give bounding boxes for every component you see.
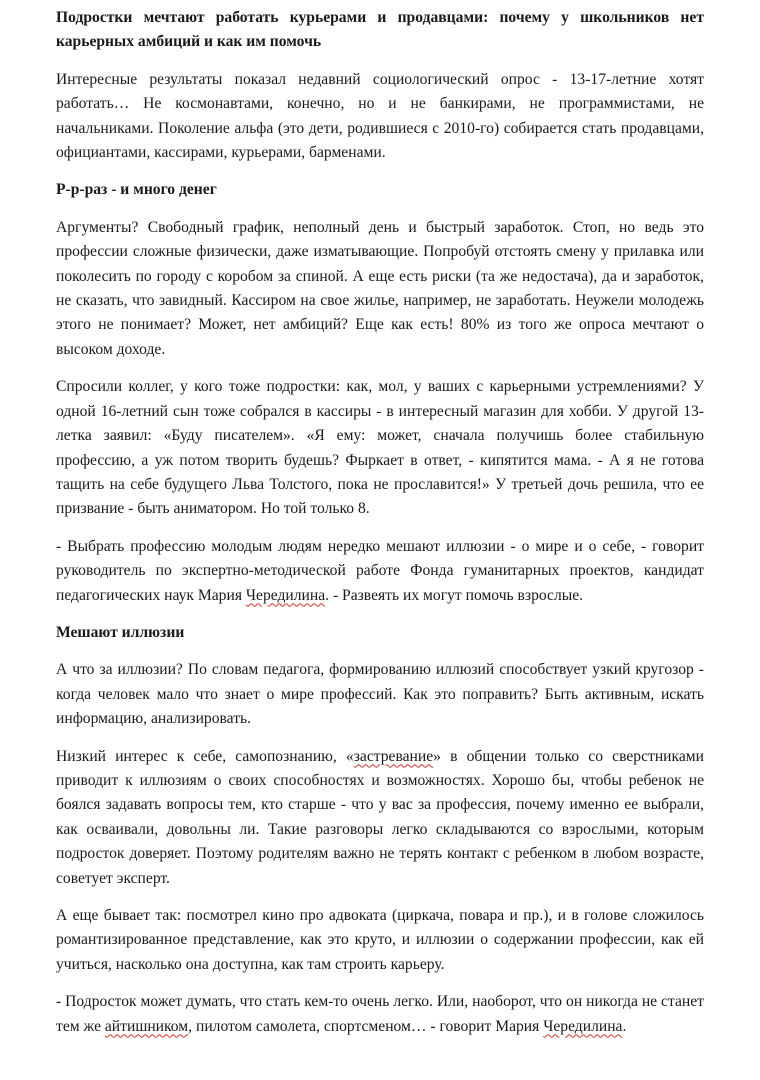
text-segment: . - Развеять их могут помочь взрослые. [325, 586, 584, 604]
paragraph-closing-quote [56, 990, 704, 1039]
misspelled-word[interactable]: застревание [353, 747, 434, 765]
text-segment: » в общении только со сверстниками приводит к иллюзиям о своих способностях и возможностях. Хорошо бы, чтобы ребенок не боялся задавать вопросы тем, кто старше - что у вас за профессия, почему именно ее выбрали, как осваивали, довольны ли. Такие разговоры легко складываются со взрослыми, которым подросток доверяет. Поэтому родителям важно не терять контакт с ребенком в любом возрасте, советует эксперт. [56, 747, 704, 887]
paragraph-self-knowledge [56, 745, 704, 891]
text-segment: Низкий интерес к себе, самопознанию, « [56, 747, 354, 765]
paragraph-movies: А еще бывает так: посмотрел кино про адвоката (циркача, повара и пр.), и в голове сложилось романтизированное представление, как это круто, и иллюзии о содержании профессии, как ей учиться, насколько она доступна, как там строить карьеру. [56, 907, 704, 973]
paragraph-arguments: Аргументы? Свободный график, неполный день и быстрый заработок. Стоп, но ведь это профессии сложные физически, даже изматывающие. Попробуй отстоять смену у прилавка или поколесить по городу с коробом за спиной. А еще есть риски (та же недостача), да и заработок, не сказать, что завидный. Кассиром на свое жилье, например, не заработать. Неужели молодежь этого не понимает? Может, нет амбиций? Еще как есть! 80% из того же опроса мечтают о высоком доходе. [56, 218, 704, 358]
paragraph-intro: Интересные результаты показал недавний социологический опрос - 13-17-летние хотят работать… Не космонавтами, конечно, но и не банкирами, не программистами, не начальниками. Поколение альфа (это дети, родившиеся с 2010-го) собирается стать продавцами, официантами, кассирами, курьерами, барменами. [56, 70, 704, 162]
subheading-money: Р-р-раз - и много денег [56, 181, 217, 199]
article-body [56, 6, 704, 1052]
text-segment: . [622, 1017, 627, 1035]
text-segment: , пилотом самолета, спортсменом… - говорит Мария [188, 1017, 544, 1035]
subheading-illusions: Мешают иллюзии [56, 623, 185, 641]
text-segment: - Выбрать профессию молодым людям нередко мешают иллюзии - о мире и о себе, - говорит руководитель по экспертно-методической работе Фонда гуманитарных проектов, кандидат педагогических наук Мария [56, 537, 704, 604]
misspelled-word[interactable]: Чередилина [245, 586, 326, 604]
paragraph-illusions: А что за иллюзии? По словам педагога, формированию иллюзий способствует узкий кругозор - когда человек мало что знает о мире профессий. Как это поправить? Быть активным, искать информацию, анализировать. [56, 661, 704, 728]
misspelled-word[interactable]: айтишником [104, 1017, 189, 1035]
paragraph-colleagues: Спросили коллег, у кого тоже подростки: как, мол, у ваших с карьерными устремлениями? У одной 16-летний сын тоже собрался в кассиры - в интересный магазин для хобби. У другой 13-летка заявил: «Буду писателем». «Я ему: может, сначала получишь более стабильную профессию, а уж потом творить будешь? Фыркает в ответ, - кипятится мама. - А я не готова тащить на себе будущего Льва Толстого, пока не прославится!» У третьей дочь решила, что ее призвание - быть аниматором. Но той только 8. [56, 378, 704, 518]
article-title: Подростки мечтают работать курьерами и продавцами: почему у школьников нет карьерных амбиций и как им помочь [56, 9, 704, 51]
misspelled-word[interactable]: Чередилина [543, 1017, 623, 1035]
text-segment: - Подросток может думать, что стать кем-то очень легко. Или, наоборот, что он никогда не станет тем же [56, 993, 704, 1035]
paragraph-expert-quote [56, 535, 704, 608]
